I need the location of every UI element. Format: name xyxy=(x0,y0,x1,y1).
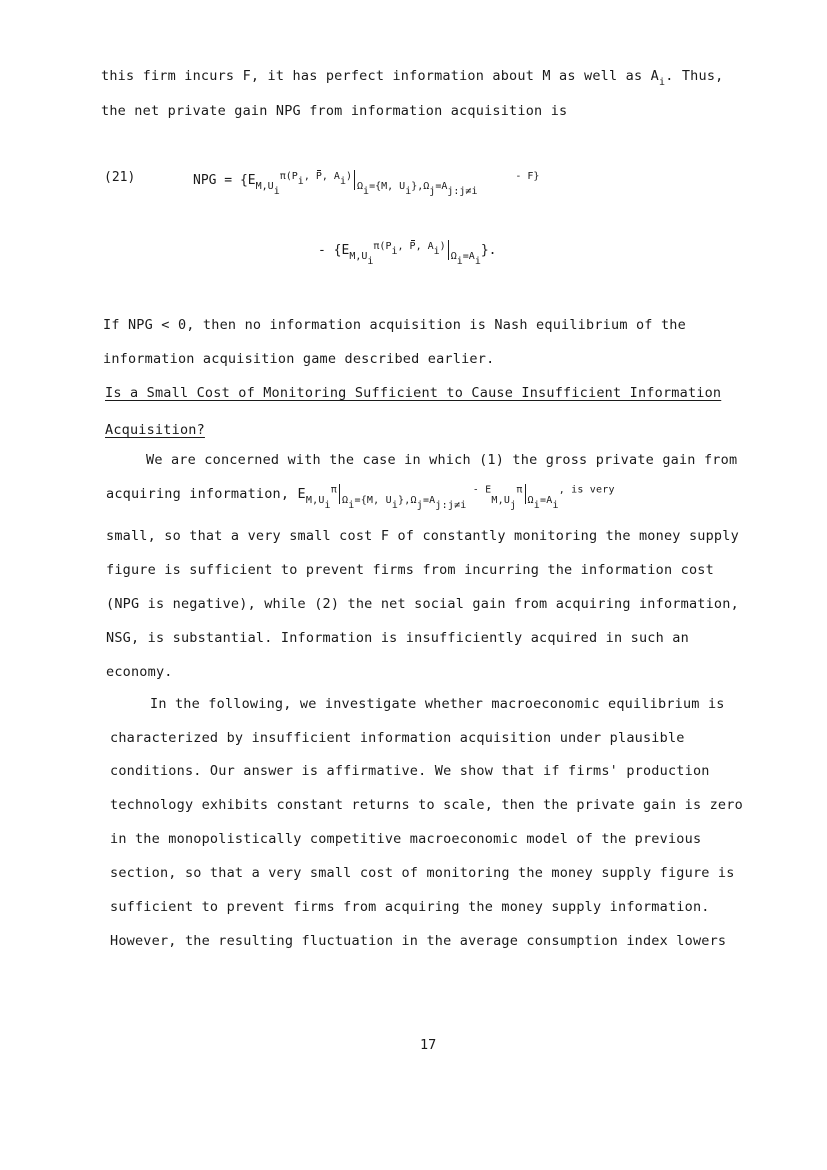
body-text-line: economy. xyxy=(106,664,173,680)
body-text-line: figure is sufficient to prevent firms from incurring the information cost xyxy=(106,562,714,578)
body-text-line: In the following, we investigate whether macroeconomic equilibrium is xyxy=(150,696,725,712)
body-text-line: technology exhibits constant returns to scale, then the private gain is zero xyxy=(110,797,743,813)
body-text-line: (NPG is negative), while (2) the net social gain from acquiring information, xyxy=(106,596,739,612)
body-text-line: sufficient to prevent firms from acquiring the money supply information. xyxy=(110,899,710,915)
equation-21-line2: - $\{E_{M,U_i}^{\pi(P_i, P, A_i)}_{\Omega_i=A_i}\}$. xyxy=(318,240,497,267)
body-text-line: this firm incurs F, it has perfect information about M as well as $A_i$. Thus, xyxy=(101,68,724,88)
body-text-line: However, the resulting fluctuation in the average consumption index lowers xyxy=(110,933,727,949)
body-text-line: If NPG < 0, then no information acquisition is Nash equilibrium of the xyxy=(103,317,686,333)
body-text-line: the net private gain NPG from information acquisition is xyxy=(101,103,568,119)
body-text-line: small, so that a very small cost F of constantly monitoring the money supply xyxy=(106,528,739,544)
section-heading: Acquisition? xyxy=(105,422,205,438)
body-text-line: section, so that a very small cost of monitoring the money supply figure is xyxy=(110,865,735,881)
body-text-line: conditions. Our answer is affirmative. We show that if firms' production xyxy=(110,763,710,779)
body-text-line: information acquisition game described earlier. xyxy=(103,351,495,367)
body-text-line: We are concerned with the case in which (1) the gross private gain from xyxy=(146,452,738,468)
body-text-line: NSG, is substantial. Information is insufficiently acquired in such an xyxy=(106,630,689,646)
body-text-line: in the monopolistically competitive macroeconomic model of the previous xyxy=(110,831,702,847)
section-heading: Is a Small Cost of Monitoring Sufficient to Cause Insufficient Information xyxy=(105,385,722,401)
equation-21-line1: NPG = {$E_{M,U_i}^{\pi(P_i, P, A_i)}_{\Omega_i=\{M, U_i\},\Omega_j=A_{j:j\ne i}}$ $^{- F\}}$ xyxy=(193,170,540,197)
body-text-line: characterized by insufficient information acquisition under plausible xyxy=(110,730,685,746)
page-number: 17 xyxy=(420,1037,437,1053)
body-text-line-with-math: acquiring information, $E_{M,U_i}^\pi_{\Omega_i=\{M, U_i\},\Omega_j=A_{j:j\ne i}}$ $^{- E}_{M,U_j}^\pi_{\Omega_i=A_i}^{, is very}$ xyxy=(106,484,615,511)
equation-label: (21) xyxy=(104,170,136,185)
